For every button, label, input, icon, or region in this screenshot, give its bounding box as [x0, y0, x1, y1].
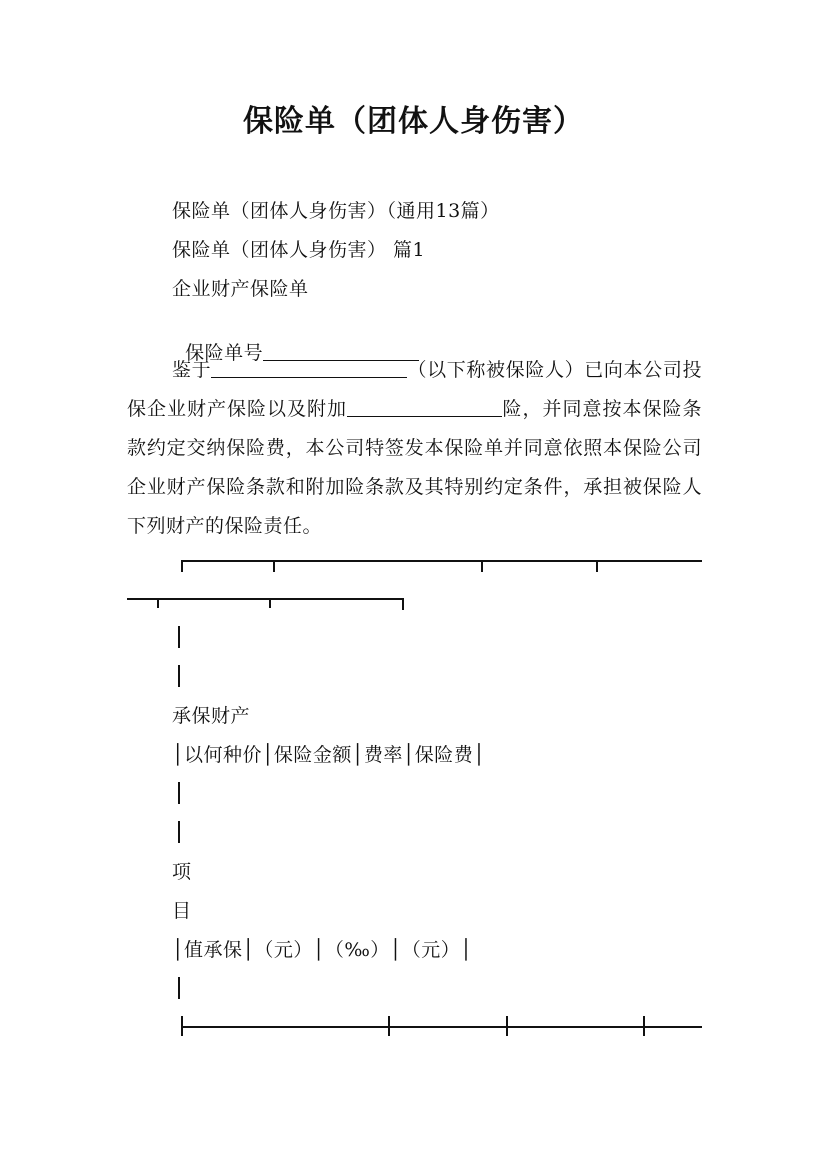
declaration-body: 险，并同意按本保险条款约定交纳保险费，本公司特签发本保险单并同意依照本保险公司企业财产保险条款和附加险条款及其特别约定条件，承担被保险人下列财产的保险责任。	[127, 398, 702, 537]
table-vertical-border	[178, 665, 180, 687]
table-vertical-border	[178, 977, 180, 999]
table-column-mark	[596, 560, 598, 572]
table-column-mark	[273, 560, 275, 572]
table-corner-mark	[402, 598, 404, 610]
table-header-cells: │以何种价│保险金额│费率│保险费│	[172, 744, 486, 766]
declaration-prefix: 鉴于	[172, 359, 212, 381]
insured-name-blank[interactable]	[211, 357, 407, 378]
table-top-border	[181, 560, 702, 562]
table-column-mark	[157, 598, 159, 608]
table-vertical-border	[178, 821, 180, 843]
section-heading: 保险单（团体人身伤害） 篇1	[172, 239, 426, 261]
policy-number-label: 保险单号	[185, 342, 264, 364]
table-vertical-border	[178, 782, 180, 804]
table-unit-cells: │值承保│（元）│（‰）│（元）│	[172, 939, 473, 961]
table-item-label: 项	[172, 861, 192, 883]
table-junction-mark	[388, 1016, 390, 1036]
table-junction-mark	[181, 1016, 183, 1036]
table-junction-mark	[506, 1016, 508, 1036]
table-item-label: 目	[172, 900, 192, 922]
declaration-middle: （以下称被保险人）已向本公司投保企业财产保险以及附加	[127, 359, 702, 420]
table-row-heading: 承保财产	[172, 705, 251, 727]
table-column-mark	[269, 598, 271, 608]
table-corner-mark	[181, 560, 183, 572]
form-name: 企业财产保险单	[172, 278, 309, 300]
table-top-border-continued	[127, 598, 404, 600]
table-junction-mark	[643, 1016, 645, 1036]
additional-insurance-blank[interactable]	[347, 396, 502, 417]
table-column-mark	[481, 560, 483, 572]
subtitle-line: 保险单（团体人身伤害）（通用13篇）	[172, 200, 500, 222]
document-title: 保险单（团体人身伤害）	[243, 104, 584, 139]
declaration-paragraph	[127, 351, 702, 546]
table-vertical-border	[178, 626, 180, 648]
table-middle-border	[181, 1026, 702, 1028]
